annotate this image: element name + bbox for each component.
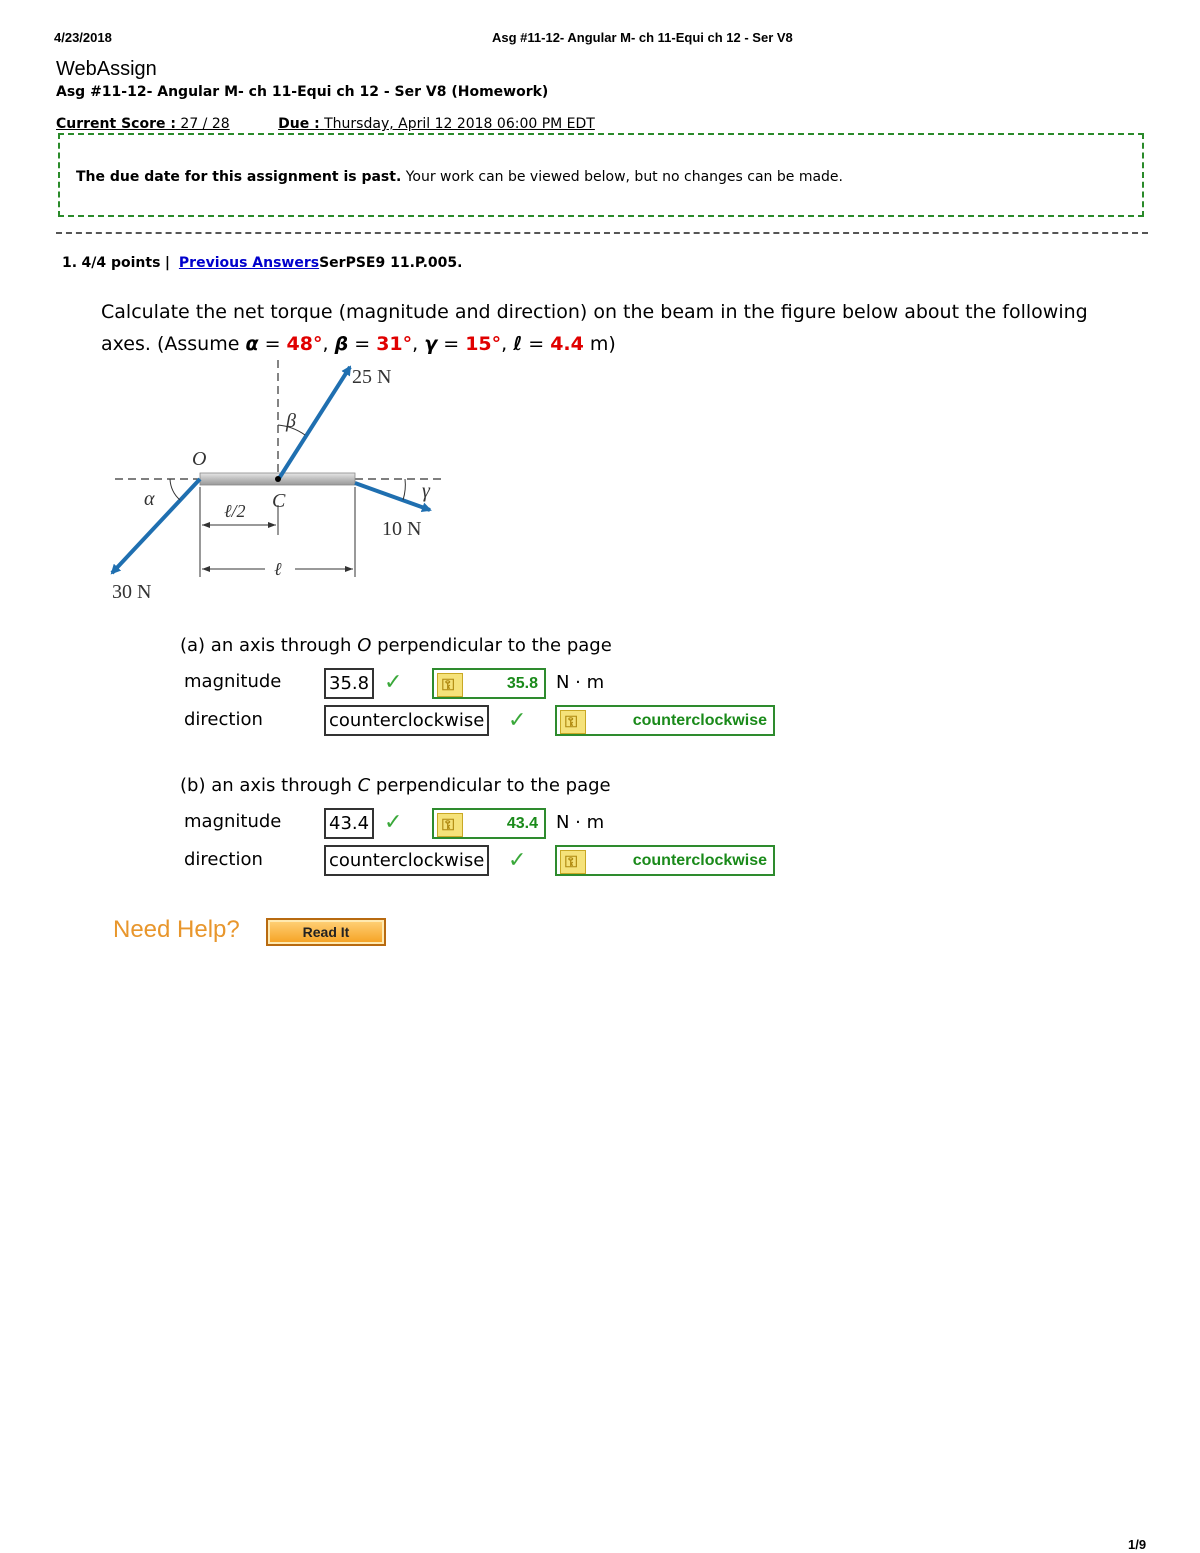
previous-answers-link[interactable]: Previous Answers: [178, 255, 320, 271]
part-b-title: (b) an axis through C perpendicular to the page: [180, 775, 611, 796]
part-b-direction-key: ⚿ counterclockwise: [555, 845, 775, 876]
label-alpha: α: [144, 488, 155, 510]
prompt-line-2: axes. (Assume α = 48°, β = 31°, γ = 15°, ℓ = 4.4 m): [101, 333, 616, 355]
check-icon: ✓: [508, 848, 527, 873]
part-a-direction-key: ⚿ counterclockwise: [555, 705, 775, 736]
notice-bold: The due date for this assignment is past.: [76, 169, 402, 185]
alpha-arc: [170, 479, 180, 500]
part-a-magnitude-label: magnitude: [184, 671, 282, 692]
part-b-direction-answer: counterclockwise: [324, 845, 489, 876]
part-a-magnitude-answer: 35.8: [324, 668, 374, 699]
question-points: 4/4 points: [81, 255, 161, 271]
force-10n-arrow: [355, 483, 430, 510]
score-label: Current Score :: [56, 116, 176, 132]
label-half-ell: ℓ/2: [224, 501, 246, 521]
label-o: O: [192, 448, 207, 470]
question-header: [62, 255, 462, 271]
key-icon: [437, 813, 463, 837]
prompt-line-1: Calculate the net torque (magnitude and direction) on the beam in the figure below about the following: [101, 301, 1088, 323]
label-c: C: [272, 490, 286, 512]
label-ell: ℓ: [274, 559, 282, 579]
need-help-label: Need Help?: [113, 916, 240, 943]
part-a-unit: N · m: [556, 672, 605, 693]
part-b-magnitude-label: magnitude: [184, 811, 282, 832]
check-icon: ✓: [384, 670, 403, 695]
key-icon: [437, 673, 463, 697]
divider: [56, 232, 1148, 234]
check-icon: ✓: [508, 708, 527, 733]
beam-figure: [100, 355, 460, 610]
part-b-magnitude-answer: 43.4: [324, 808, 374, 839]
part-b-magnitude-key: ⚿ 43.4: [432, 808, 546, 839]
key-icon: [560, 710, 586, 734]
label-30n: 30 N: [112, 581, 152, 603]
part-a-direction-answer: counterclockwise: [324, 705, 489, 736]
part-b-unit: N · m: [556, 812, 605, 833]
label-10n: 10 N: [382, 518, 422, 540]
part-a-direction-label: direction: [184, 709, 263, 730]
question-number: 1.: [62, 255, 78, 271]
label-beta: β: [286, 410, 296, 432]
label-25n: 25 N: [352, 366, 392, 388]
alpha-value: 48°: [286, 333, 323, 355]
part-a-title: (a) an axis through O perpendicular to the page: [180, 635, 612, 656]
center-point: [275, 476, 281, 482]
notice-text: Your work can be viewed below, but no changes can be made.: [401, 169, 843, 185]
score-row: [56, 116, 595, 132]
read-it-button[interactable]: Read It: [266, 918, 386, 946]
question-prompt: [101, 296, 1151, 360]
past-due-notice: [58, 133, 1144, 217]
page-number: 1/9: [1128, 1537, 1147, 1552]
beta-value: 31°: [376, 333, 413, 355]
ell-value: 4.4: [550, 333, 584, 355]
assignment-title: Asg #11-12- Angular M- ch 11-Equi ch 12 - Ser V8 (Homework): [56, 84, 549, 100]
label-gamma: γ: [422, 480, 430, 502]
due-label: Due :: [278, 116, 320, 132]
check-icon: ✓: [384, 810, 403, 835]
part-a-magnitude-key: ⚿ 35.8: [432, 668, 546, 699]
due-value: Thursday, April 12 2018 06:00 PM EDT: [324, 116, 595, 132]
separator: |: [164, 255, 170, 271]
score-value: 27 / 28: [180, 116, 230, 132]
force-30n-arrow: [112, 479, 200, 573]
gamma-value: 15°: [465, 333, 502, 355]
print-doc-title: Asg #11-12- Angular M- ch 11-Equi ch 12 - Ser V8: [492, 30, 793, 45]
key-icon: [560, 850, 586, 874]
gamma-arc: [403, 479, 405, 500]
part-b-direction-label: direction: [184, 849, 263, 870]
brand-name: WebAssign: [56, 58, 157, 80]
print-date: 4/23/2018: [54, 30, 112, 45]
question-source: SerPSE9 11.P.005.: [319, 255, 463, 271]
